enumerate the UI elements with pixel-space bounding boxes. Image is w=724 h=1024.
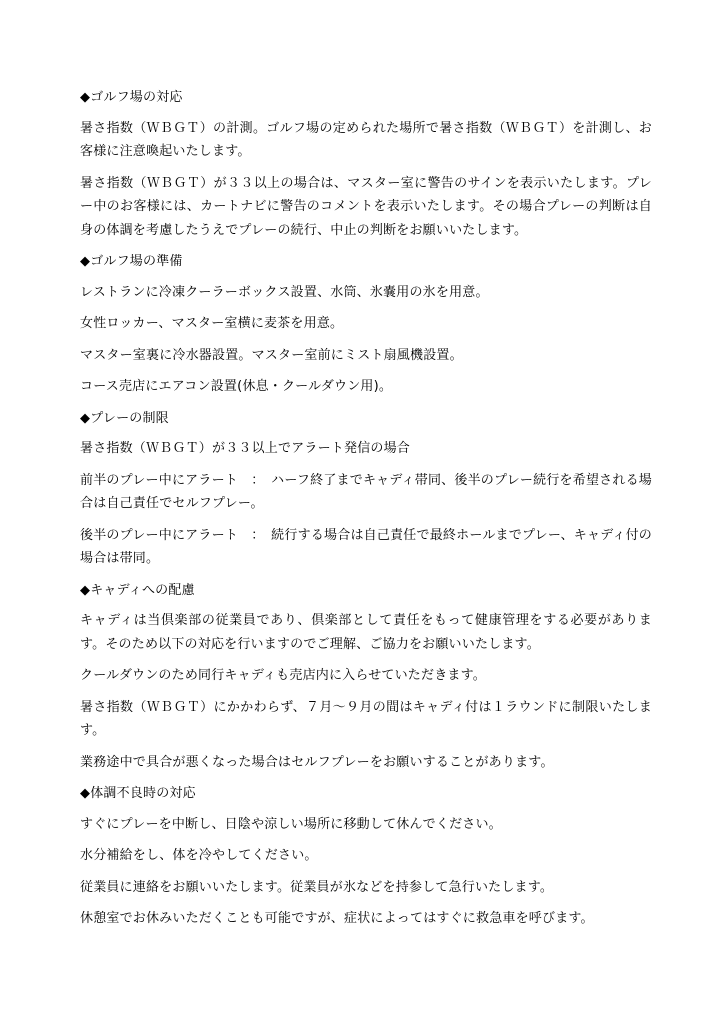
section-heading: ◆プレーの制限 [80,410,169,426]
paragraph: 女性ロッカー、マスター室横に麦茶を用意。 [80,316,344,331]
section-golf-course-response [80,86,652,242]
paragraph: 水分補給をし、体を冷やしてください。 [80,848,318,863]
section-heading: ◆体調不良時の対応 [80,786,196,801]
paragraph: 暑さ指数（ＷＢＧＴ）の計測。ゴルフ場の定められた場所で暑さ指数（ＷＢＧＴ）を計測し、お客様に注意喚起いたします。 [80,120,652,159]
paragraph: クールダウンのため同行キャディも売店内に入らせていただきます。 [80,668,486,683]
section-heading: ◆ゴルフ場の準備 [80,254,183,269]
document-page [80,86,652,939]
paragraph: 後半のプレー中にアラート ： 続行する場合は自己責任で最終ホールまでプレー、キャディ付の場合は帯同。 [80,527,652,566]
paragraph: 暑さ指数（ＷＢＧＴ）が３３以上でアラート発信の場合 [80,441,411,456]
section-caddie-consideration [80,579,652,775]
section-heading: ◆ゴルフ場の対応 [80,90,183,105]
paragraph: 業務途中で具合が悪くなった場合はセルフプレーをお願いすることがあります。 [80,754,554,770]
section-heading: ◆キャディへの配慮 [80,582,195,598]
paragraph: レストランに冷凍クーラーボックス設置、水筒、氷嚢用の氷を用意。 [80,284,489,300]
paragraph: 従業員に連絡をお願いいたします。従業員が氷などを持参して急行いたします。 [80,879,554,895]
paragraph: 前半のプレー中にアラート ： ハーフ終了までキャディ帯同、後半のプレー続行を希望される場合は自己責任でセルフプレー。 [80,472,652,511]
paragraph: 暑さ指数（ＷＢＧＴ）にかかわらず、７月～９月の間はキャディ付は１ラウンドに制限いたします。 [80,699,652,738]
section-play-restrictions [80,407,652,571]
paragraph: コース売店にエアコン設置(休息・クールダウン用)。 [80,379,393,394]
paragraph: キャディは当倶楽部の従業員であり、倶楽部として責任をもって健康管理をする必要があります。そのため以下の対応を行いますのでご理解、ご協力をお願いいたします。 [80,613,652,652]
paragraph: すぐにプレーを中断し、日陰や涼しい場所に移動して休んでください。 [80,816,502,832]
paragraph: 休憩室でお休みいただくことも可能ですが、症状によってはすぐに救急車を呼びます。 [80,911,594,926]
section-golf-course-preparation [80,250,652,399]
paragraph: 暑さ指数（ＷＢＧＴ）が３３以上の場合は、マスター室に警告のサインを表示いたします。プレー中のお客様には、カートナビに警告のコメントを表示いたします。その場合プレーの判断は自身の体調を考慮したうえでプレーの続行、中止の判断をお願いいたします。 [80,175,652,238]
section-illness-response [80,782,652,931]
paragraph: マスター室裏に冷水器設置。マスター室前にミスト扇風機設置。 [80,347,463,363]
